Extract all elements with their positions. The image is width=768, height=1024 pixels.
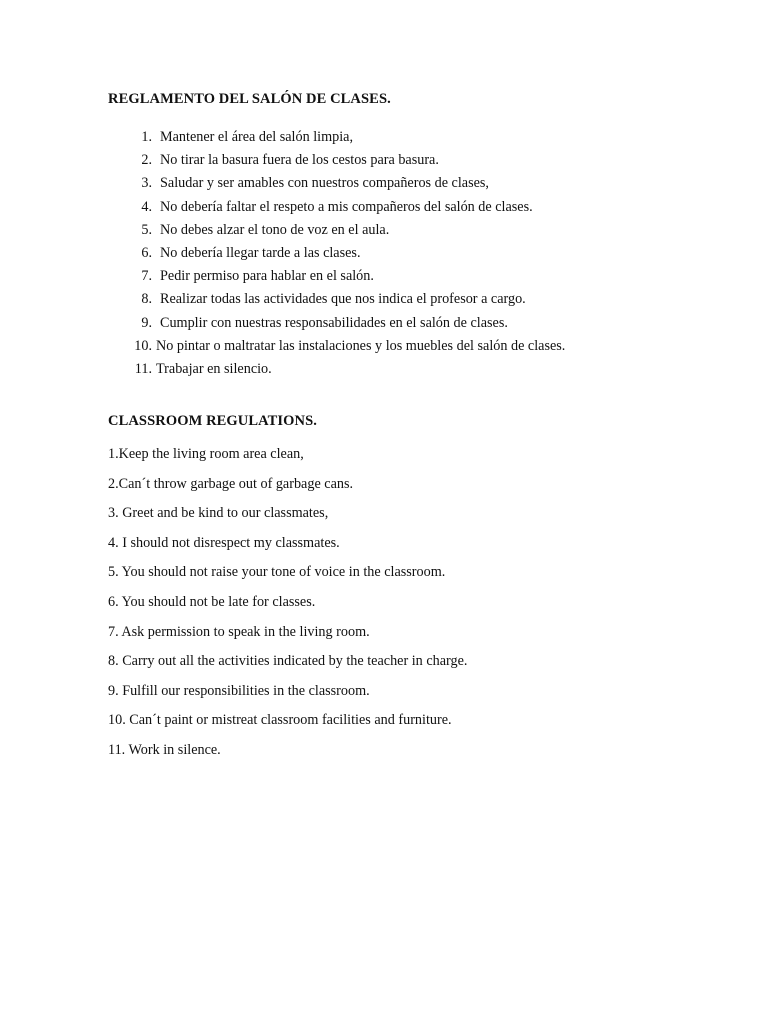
item-text: Pedir permiso para hablar en el salón. xyxy=(160,268,374,285)
item-number: 1. xyxy=(141,129,152,145)
english-title: CLASSROOM REGULATIONS. xyxy=(108,413,317,429)
item-text: No pintar o maltratar las instalaciones y los muebles del salón de clases. xyxy=(156,337,566,354)
item-text: Realizar todas las actividades que nos indica el profesor a cargo. xyxy=(160,291,526,308)
list-item xyxy=(108,149,708,172)
item-number: 4. xyxy=(141,198,152,215)
list-item: 6. You should not be late for classes. xyxy=(108,593,316,610)
item-text: Saludar y ser amables con nuestros compañeros de clases, xyxy=(160,175,489,192)
list-item: 2.Can´t throw garbage out of garbage cans. xyxy=(108,475,354,492)
list-item xyxy=(108,335,708,358)
item-number: 8. xyxy=(141,291,152,308)
item-text: No debería faltar el respeto a mis compañeros del salón de clases. xyxy=(160,198,533,215)
item-number: 9. xyxy=(141,314,152,331)
spanish-rules-list xyxy=(108,126,708,381)
list-item xyxy=(108,196,708,219)
list-item: 11. Work in silence. xyxy=(108,741,221,758)
list-item: 8. Carry out all the activities indicated by the teacher in charge. xyxy=(108,653,468,670)
list-item xyxy=(108,312,708,335)
item-text: Mantener el área del salón limpia, xyxy=(160,129,354,145)
item-number: 2. xyxy=(141,152,152,169)
item-number: 6. xyxy=(141,244,152,261)
list-item: 4. I should not disrespect my classmates. xyxy=(108,534,340,551)
list-item: 3. Greet and be kind to our classmates, xyxy=(108,505,329,522)
list-item: 5. You should not raise your tone of voice in the classroom. xyxy=(108,564,446,581)
item-number: 11. xyxy=(134,360,152,377)
spanish-title: REGLAMENTO DEL SALÓN DE CLASES. xyxy=(108,91,391,107)
list-item xyxy=(108,358,708,381)
list-item: 10. Can´t paint or mistreat classroom facilities and furniture. xyxy=(108,712,452,729)
item-number: 3. xyxy=(141,175,152,192)
list-item xyxy=(108,288,708,311)
item-text: Trabajar en silencio. xyxy=(156,360,272,377)
item-text: Cumplir con nuestras responsabilidades en el salón de clases. xyxy=(160,314,508,331)
list-item xyxy=(108,265,708,288)
list-item: 7. Ask permission to speak in the living room. xyxy=(108,623,370,640)
item-text: No tirar la basura fuera de los cestos para basura. xyxy=(160,152,439,169)
english-rules-list xyxy=(108,443,467,769)
item-number: 10. xyxy=(134,337,152,354)
item-number: 7. xyxy=(141,268,152,285)
list-item xyxy=(108,126,708,149)
list-item xyxy=(108,242,708,265)
list-item xyxy=(108,172,708,195)
list-item: 1.Keep the living room area clean, xyxy=(108,446,304,462)
item-text: No debes alzar el tono de voz en el aula. xyxy=(160,221,390,238)
list-item xyxy=(108,219,708,242)
item-number: 5. xyxy=(141,221,152,238)
list-item: 9. Fulfill our responsibilities in the classroom. xyxy=(108,682,370,699)
item-text: No debería llegar tarde a las clases. xyxy=(160,244,361,261)
